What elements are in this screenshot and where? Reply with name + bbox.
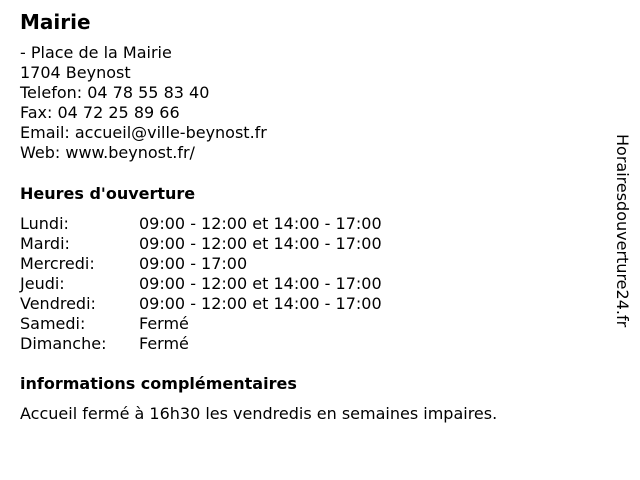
- page-title: Mairie: [20, 10, 91, 34]
- time-value: 09:00 - 12:00 et 14:00 - 17:00: [139, 234, 382, 253]
- time-value: 09:00 - 12:00 et 14:00 - 17:00: [139, 294, 382, 313]
- hours-row-thursday: [20, 274, 440, 294]
- day-label: Dimanche:: [20, 334, 107, 353]
- hours-row-friday: [20, 294, 440, 314]
- hours-row-wednesday: [20, 254, 440, 274]
- fax-number: Fax: 04 72 25 89 66: [20, 103, 180, 122]
- time-value: 09:00 - 17:00: [139, 254, 248, 273]
- day-label: Samedi:: [20, 314, 86, 333]
- hours-row-sunday: [20, 334, 440, 354]
- website-address: Web: www.beynost.fr/: [20, 143, 195, 162]
- additional-info-heading: informations complémentaires: [20, 374, 297, 393]
- day-label: Lundi:: [20, 214, 69, 233]
- email-address: Email: accueil@ville-beynost.fr: [20, 123, 267, 142]
- day-label: Mardi:: [20, 234, 70, 253]
- address-block: [20, 43, 267, 163]
- time-value: Fermé: [139, 334, 189, 353]
- hours-row-tuesday: [20, 234, 440, 254]
- opening-hours-heading: Heures d'ouverture: [20, 184, 196, 203]
- day-label: Mercredi:: [20, 254, 95, 273]
- address-city: 1704 Beynost: [20, 63, 131, 82]
- day-label: Jeudi:: [20, 274, 65, 293]
- hours-row-monday: [20, 214, 440, 234]
- watermark: Horairesdouverture24.fr: [613, 134, 632, 328]
- time-value: 09:00 - 12:00 et 14:00 - 17:00: [139, 274, 382, 293]
- time-value: 09:00 - 12:00 et 14:00 - 17:00: [139, 214, 382, 233]
- phone-number: Telefon: 04 78 55 83 40: [20, 83, 210, 102]
- hours-row-saturday: [20, 314, 440, 334]
- opening-hours-table: [20, 214, 440, 354]
- day-label: Vendredi:: [20, 294, 96, 313]
- address-street: - Place de la Mairie: [20, 43, 172, 62]
- time-value: Fermé: [139, 314, 189, 333]
- additional-info-text: Accueil fermé à 16h30 les vendredis en semaines impaires.: [20, 404, 498, 423]
